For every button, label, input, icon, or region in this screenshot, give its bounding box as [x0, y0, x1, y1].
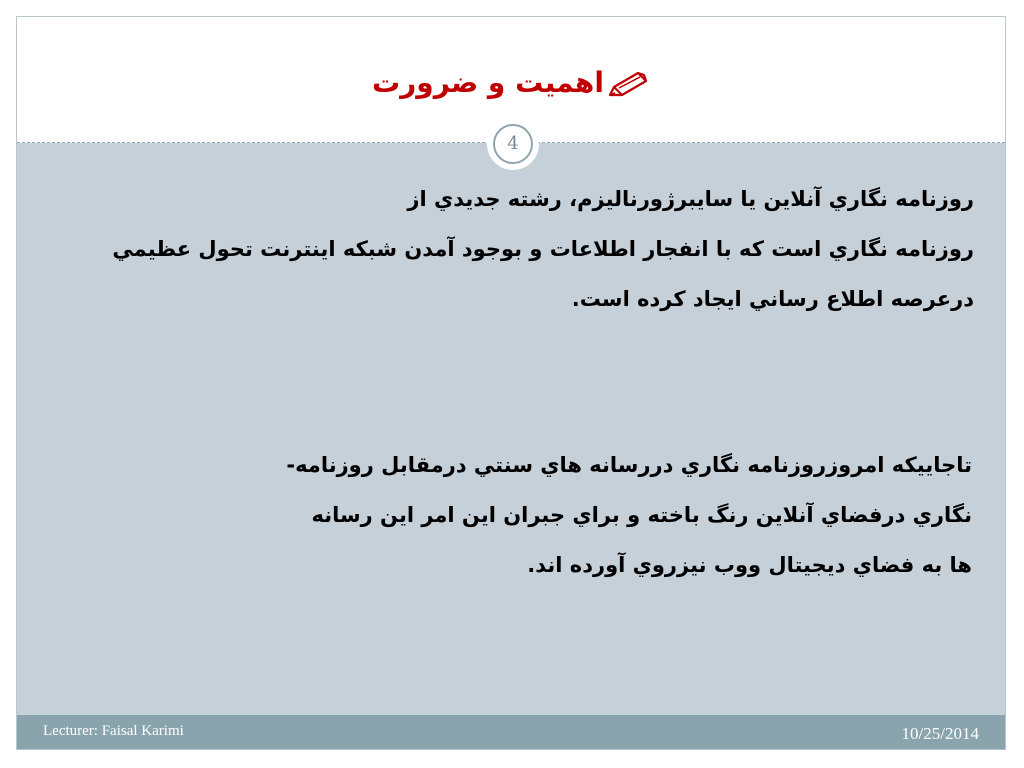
- slide-title: [17, 65, 1005, 101]
- pen-icon: [606, 69, 650, 99]
- footer-lecturer: Lecturer: Faisal Karimi: [43, 723, 184, 739]
- paragraph-1-line-3: درعرصه اطلاع رساني ايجاد كرده است.: [571, 287, 974, 311]
- paragraph-2-line-2: نگاري درفضاي آنلاين رنگ باخته و براي جبران اين امر اين رسانه: [311, 503, 972, 527]
- slide-title-text: اهميت و ضرورت: [372, 66, 604, 99]
- paragraph-2-line-1: تاجاييكه امروزروزنامه نگاري دررسانه هاي سنتي درمقابل روزنامه-: [286, 453, 972, 477]
- paragraph-2: [286, 440, 972, 590]
- paragraph-1-line-1: روزنامه نگاري آنلاين يا سايبرژورناليزم، رشته جديدي از: [407, 187, 974, 211]
- page-number-badge: [487, 118, 539, 170]
- page-number: 4: [493, 124, 533, 164]
- paragraph-1-line-2: روزنامه نگاري است كه با انفجار اطلاعات و بوجود آمدن شبكه اينترنت تحول عظيمي: [112, 237, 974, 261]
- footer-date: 10/25/2014: [901, 724, 979, 743]
- paragraph-1: [112, 174, 974, 324]
- footer-bar: [17, 715, 1005, 749]
- paragraph-2-line-3: ها به فضاي ديجيتال ووب نيزروي آورده اند.: [527, 553, 972, 577]
